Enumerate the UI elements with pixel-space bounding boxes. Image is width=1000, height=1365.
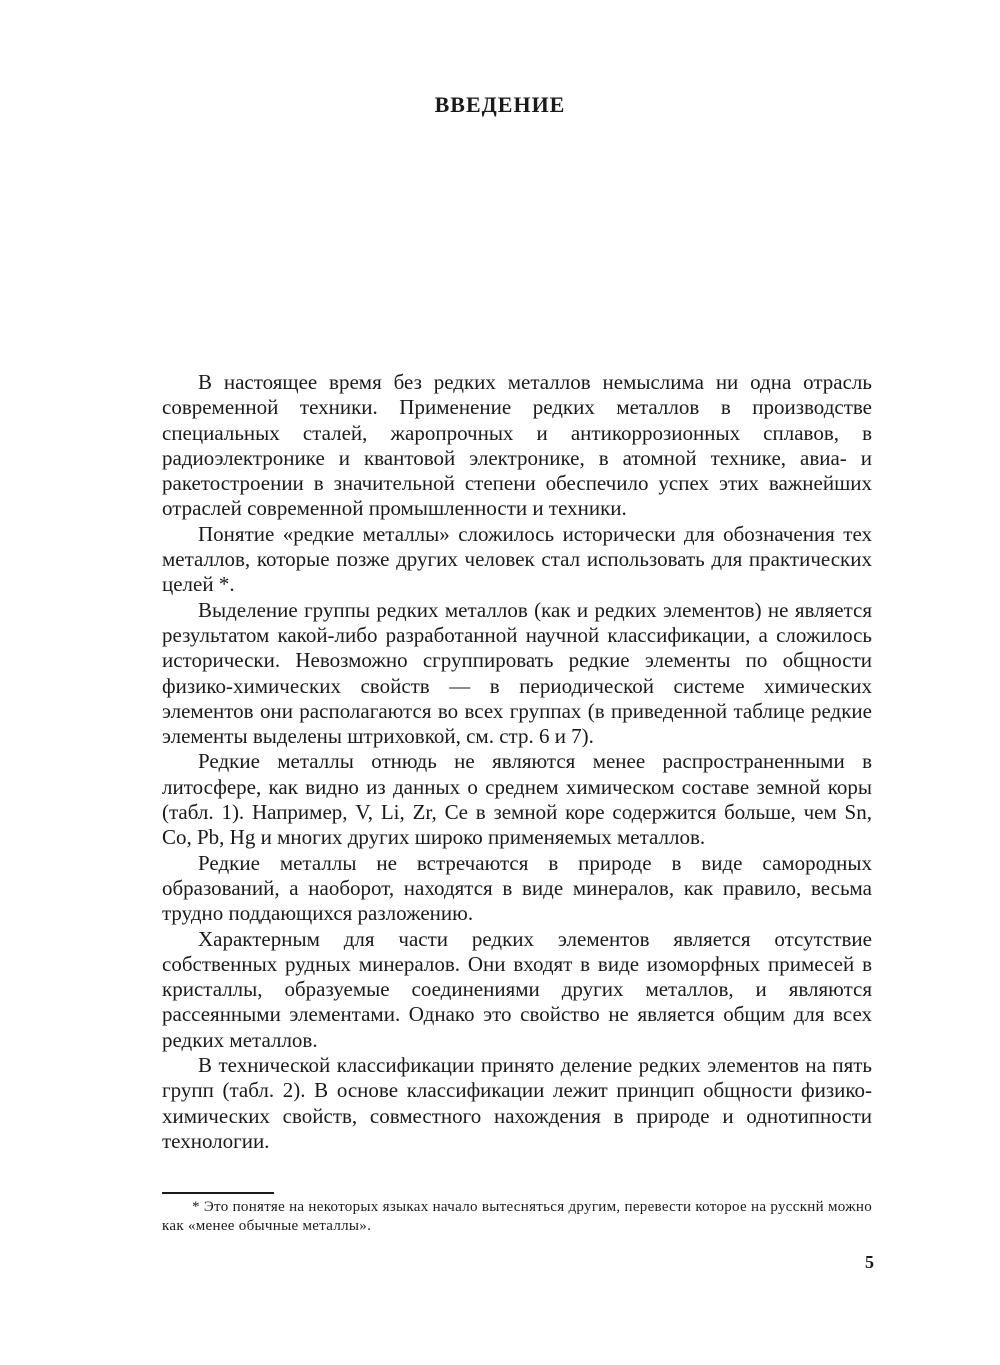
page-number: 5: [865, 1252, 874, 1272]
paragraph-3: Выделение группы редких металлов (как и редких элементов) не является результатом какой-либо разработанной научной классификации, а сложилось исторически. Невозможно сгруппировать редкие элементы по общности физико-химических свойств — в периодической системе химических элементов они располагаются во всех группах (в приведенной таблице редкие элементы выделены штриховкой, см. стр. 6 и 7).: [162, 597, 872, 749]
body-text: [162, 370, 872, 1154]
paragraph-7: В технической классификации принято деление редких элементов на пять групп (табл. 2). В основе классификации лежит принцип общности физико-химических свойств, совместного нахождения в природе и однотипности технологии.: [162, 1053, 872, 1153]
paragraph-4: Редкие металлы отнюдь не являются менее распространенными в литосфере, как видно из данных о среднем химическом составе земной коры (табл. 1). Например, V, Li, Zr, Ce в земной коре содержится больше, чем Sn, Co, Pb, Hg и многих других широко применяемых металлов.: [162, 749, 872, 850]
paragraph-2: Понятие «редкие металлы» сложилось исторически для обозначения тех металлов, которые позже других человек стал использовать для практических целей *.: [162, 521, 872, 597]
footnote-divider: [162, 1192, 274, 1194]
paragraph-5: Редкие металлы не встречаются в природе в виде самородных образований, а наоборот, находятся в виде минералов, как правило, весьма трудно поддающихся разложению.: [162, 850, 872, 926]
chapter-heading: ВВЕДЕНИЕ: [434, 92, 566, 117]
paragraph-1: В настоящее время без редких металлов немыслима ни одна отрасль современной техники. Применение редких металлов в производстве специальных сталей, жаропрочных и антикоррозионных сплавов, в радиоэлектронике и квантовой электронике, в атомной технике, авиа- и ракетостроении в значительной степени обеспечило успех этих важнейших отраслей современной промышленности и техники.: [162, 370, 872, 521]
footnote: * Это понятяе на некоторых языках начало вытесняться другим, перевести которое на русскнй можно как «менее обычные металлы».: [162, 1199, 872, 1234]
paragraph-6: Характерным для части редких элементов является отсутствие собственных рудных минералов. Они входят в виде изоморфных примесей в кристаллы, образуемые соединениями других металлов, и являются рассеянными элементами. Однако это свойство не является общим для всех редких металлов.: [162, 926, 872, 1052]
